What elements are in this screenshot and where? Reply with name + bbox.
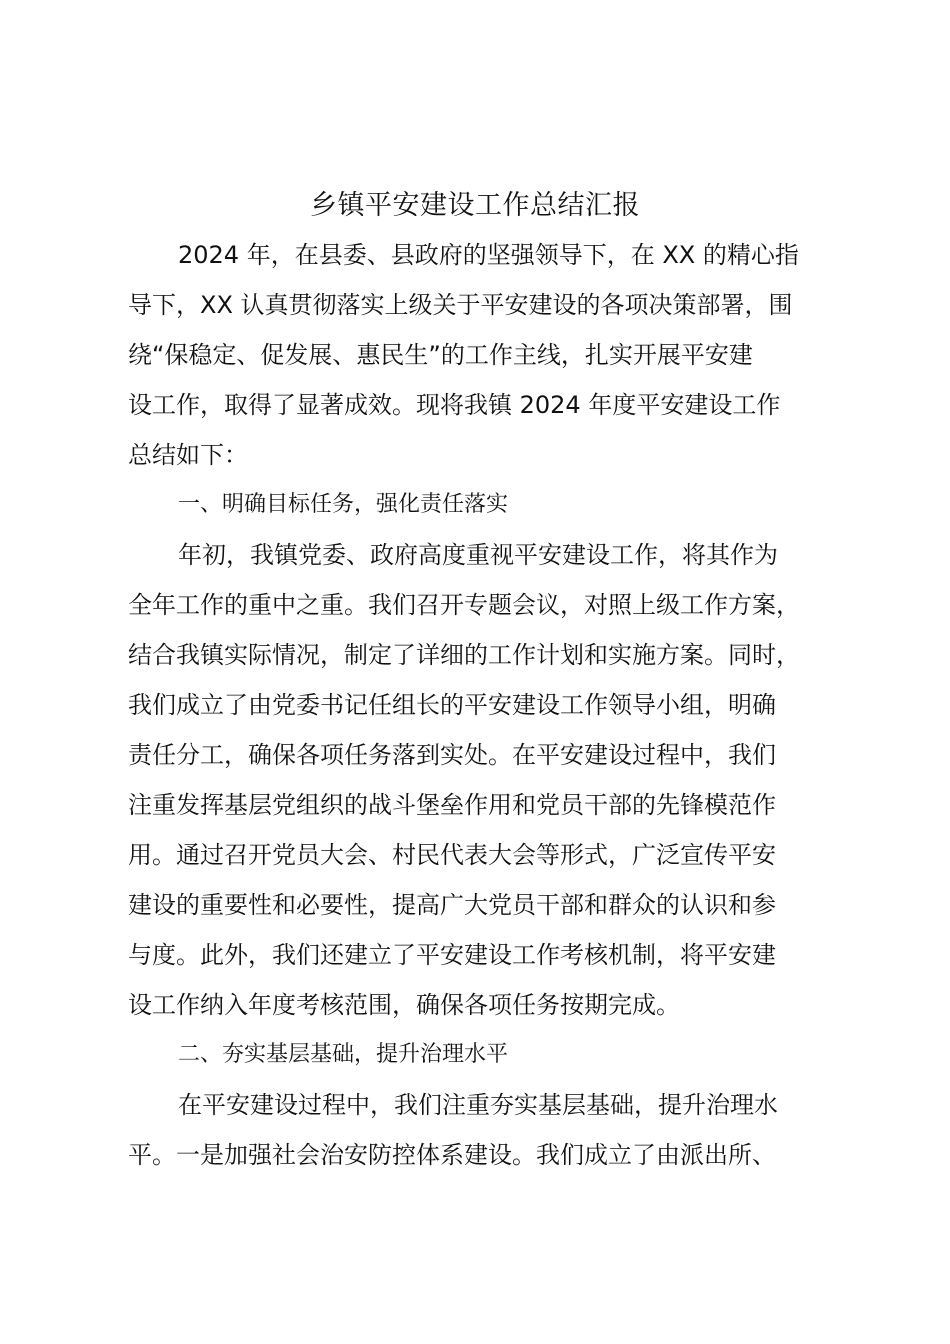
paragraph-line: 注重发挥基层党组织的战斗堡垒作用和党员干部的先锋模范作 [128, 791, 776, 819]
section-heading: 二、夯实基层基础，提升治理水平 [178, 1042, 509, 1067]
paragraph-line: 责任分工，确保各项任务落到实处。在平安建设过程中，我们 [128, 741, 776, 769]
document-body [128, 232, 834, 1182]
paragraph-line: 用。通过召开党员大会、村民代表大会等形式，广泛宣传平安 [128, 841, 776, 869]
paragraph-line: 导下，XX 认真贯彻落实上级关于平安建设的各项决策部署，围 [128, 291, 793, 319]
paragraph-line: 总结如下： [128, 441, 248, 469]
paragraph-line: 设工作纳入年度考核范围，确保各项任务按期完成。 [128, 991, 680, 1019]
paragraph-line: 建设的重要性和必要性，提高广大党员干部和群众的认识和参 [128, 891, 776, 919]
paragraph-line: 我们成立了由党委书记任组长的平安建设工作领导小组，明确 [128, 691, 776, 719]
paragraph-line: 2024 年，在县委、县政府的坚强领导下，在 XX 的精心指 [178, 241, 799, 269]
paragraph-line: 与度。此外，我们还建立了平安建设工作考核机制，将平安建 [128, 941, 776, 969]
paragraph-line: 设工作，取得了显著成效。现将我镇 2024 年度平安建设工作 [128, 391, 781, 419]
paragraph-line: 结合我镇实际情况，制定了详细的工作计划和实施方案。同时， [128, 641, 800, 669]
paragraph-line: 绕“保稳定、促发展、惠民生”的工作主线，扎实开展平安建 [128, 341, 753, 369]
document-title: 乡镇平安建设工作总结汇报 [310, 190, 640, 221]
paragraph-line: 在平安建设过程中，我们注重夯实基层基础，提升治理水 [178, 1091, 778, 1119]
paragraph-line: 年初，我镇党委、政府高度重视平安建设工作，将其作为 [178, 541, 778, 569]
paragraph-line: 全年工作的重中之重。我们召开专题会议，对照上级工作方案， [128, 591, 800, 619]
section-heading: 一、明确目标任务，强化责任落实 [178, 492, 509, 517]
paragraph-line: 平。一是加强社会治安防控体系建设。我们成立了由派出所、 [128, 1141, 776, 1169]
